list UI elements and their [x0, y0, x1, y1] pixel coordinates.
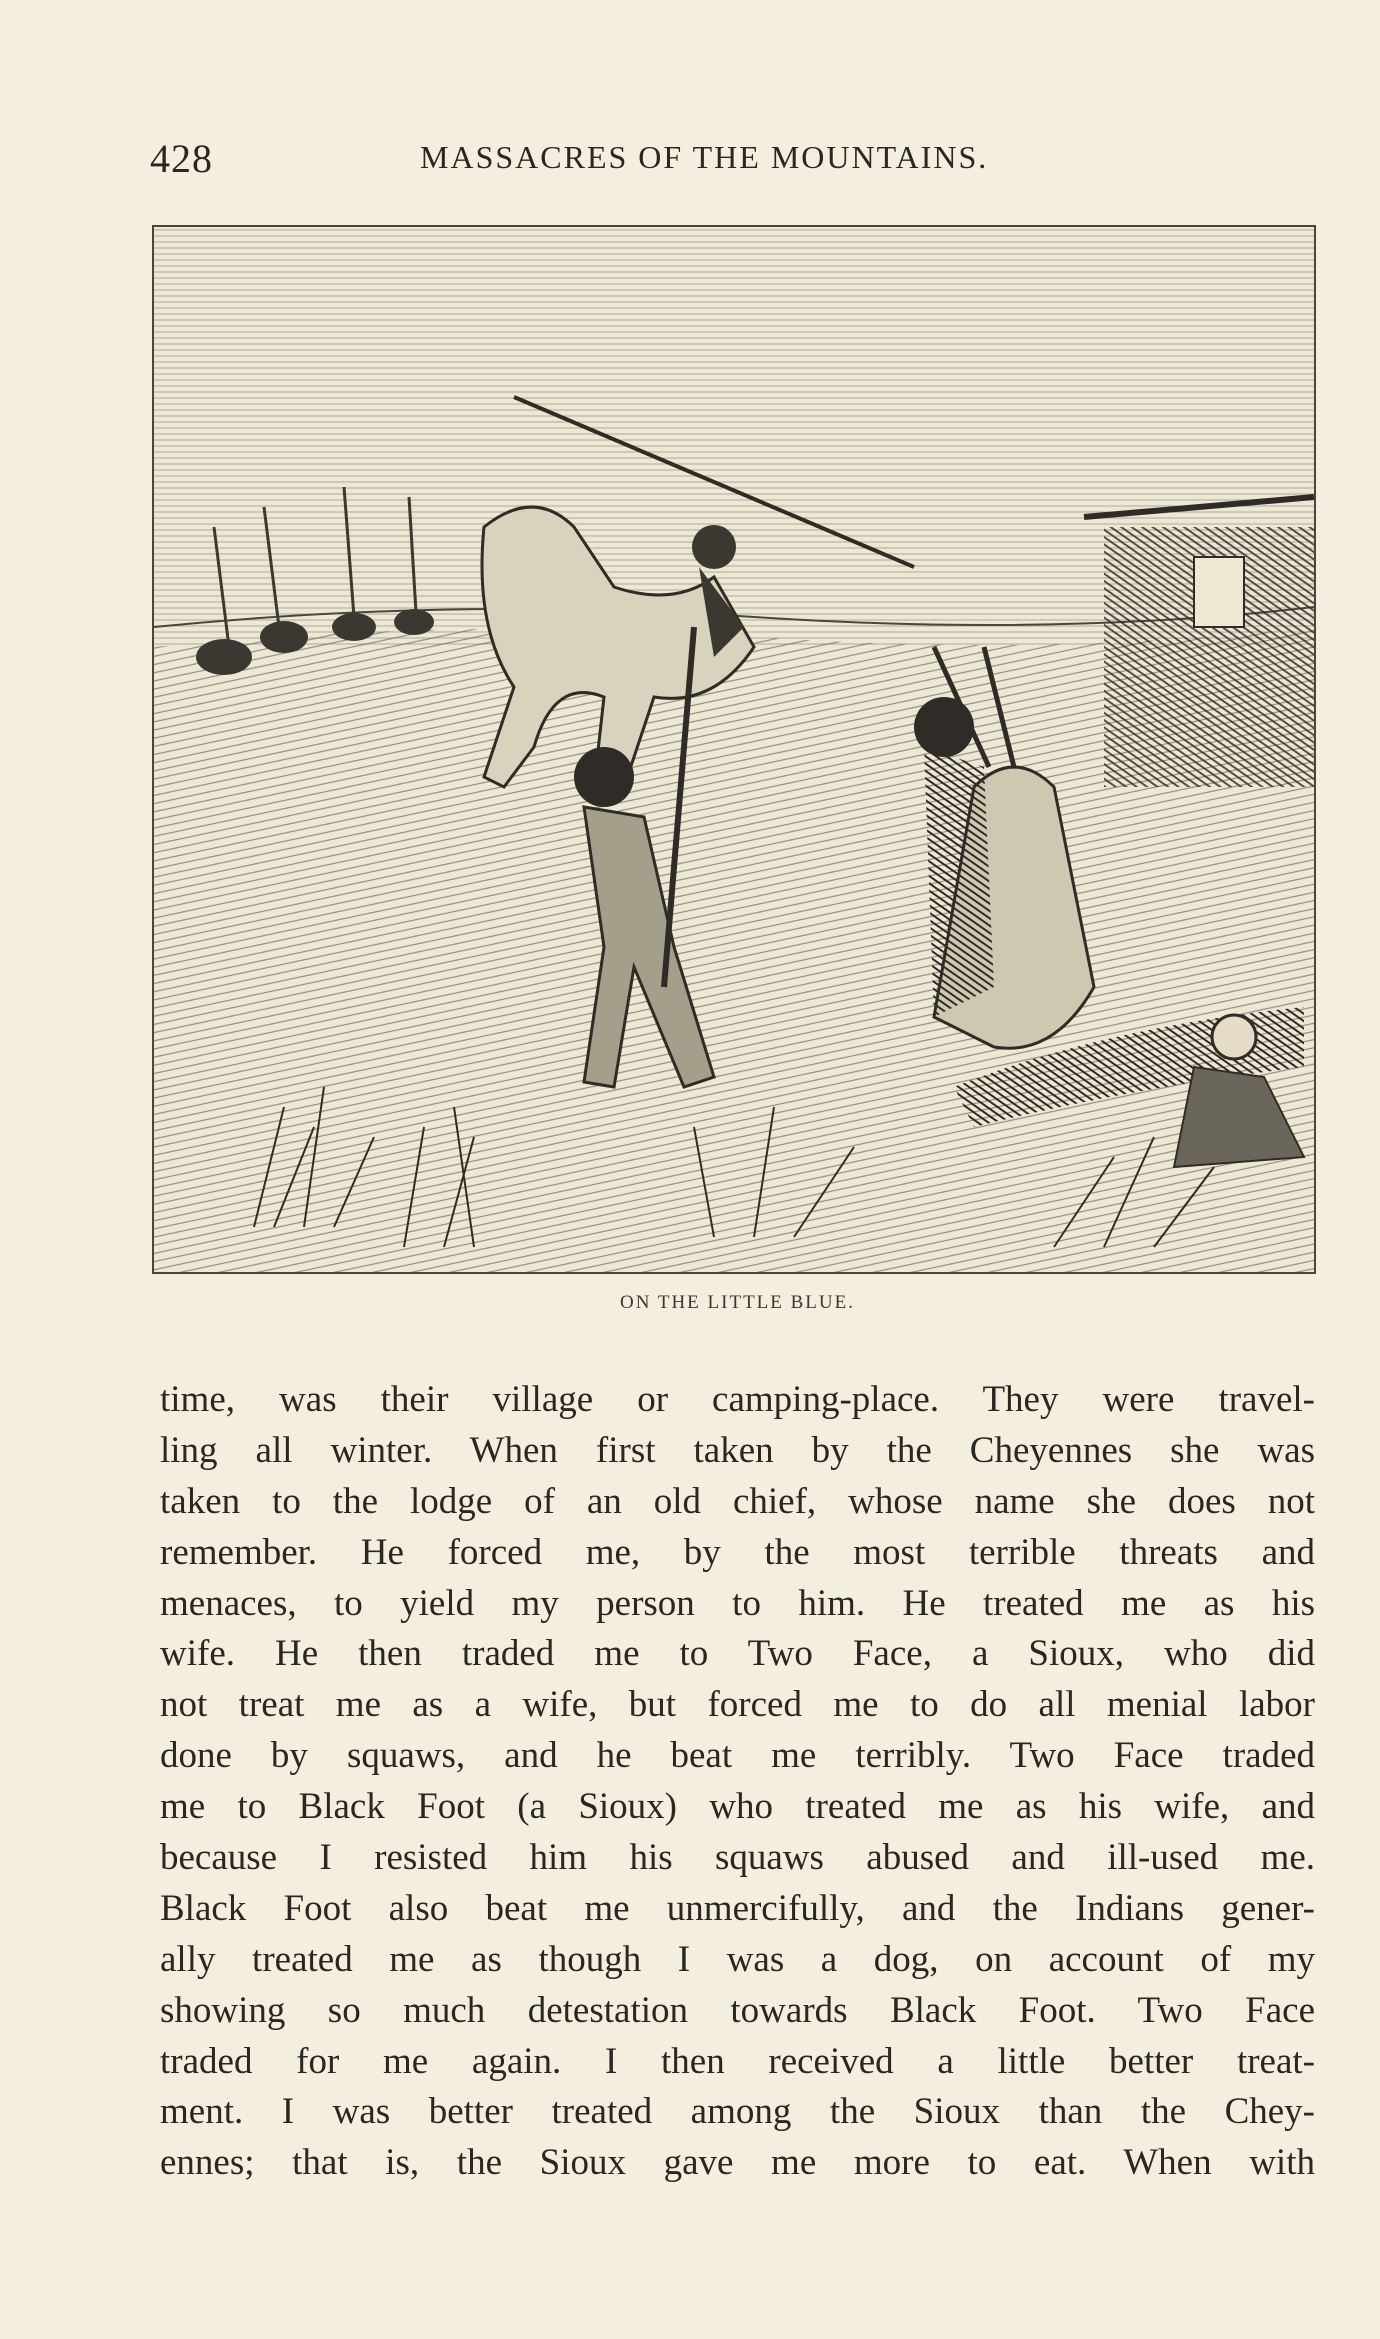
text-line: done by squaws, and he beat me terribly. Two Face traded: [160, 1735, 1315, 1777]
text-line: ally treated me as though I was a dog, on account of my: [160, 1938, 1315, 1980]
text-line: showing so much detestation towards Black Foot. Two Face: [160, 1989, 1315, 2031]
page-number: 428: [150, 136, 213, 181]
log-cabin: [1084, 497, 1314, 787]
text-line: traded for me again. I then received a little better treat-: [160, 2040, 1315, 2082]
illustration-caption: ON THE LITTLE BLUE.: [620, 1292, 855, 1313]
text-line: ling all winter. When first taken by the Cheyennes she was: [160, 1429, 1315, 1471]
text-line: me to Black Foot (a Sioux) who treated me as his wife, and: [160, 1786, 1315, 1828]
text-line: wife. He then traded me to Two Face, a Sioux, who did: [160, 1633, 1315, 1675]
engraving-drawing: [154, 227, 1314, 1272]
engraving-illustration: [152, 225, 1316, 1274]
page-header: [150, 135, 1330, 195]
text-line: taken to the lodge of an old chief, whose name she does not: [160, 1480, 1315, 1522]
text-line: Black Foot also beat me unmercifully, and the Indians gener-: [160, 1887, 1315, 1929]
text-line: ennes; that is, the Sioux gave me more to eat. When with: [160, 2142, 1315, 2184]
text-line: remember. He forced me, by the most terrible threats and: [160, 1531, 1315, 1573]
text-line: not treat me as a wife, but forced me to do all menial labor: [160, 1684, 1315, 1726]
text-line: time, was their village or camping-place. They were travel-: [160, 1379, 1315, 1420]
text-line: because I resisted him his squaws abused and ill-used me.: [160, 1837, 1315, 1879]
running-title: MASSACRES OF THE MOUNTAINS.: [420, 139, 989, 175]
text-line: ment. I was better treated among the Sioux than the Chey-: [160, 2091, 1315, 2133]
body-text: [160, 1375, 1315, 2189]
text-line: menaces, to yield my person to him. He treated me as his: [160, 1582, 1315, 1624]
